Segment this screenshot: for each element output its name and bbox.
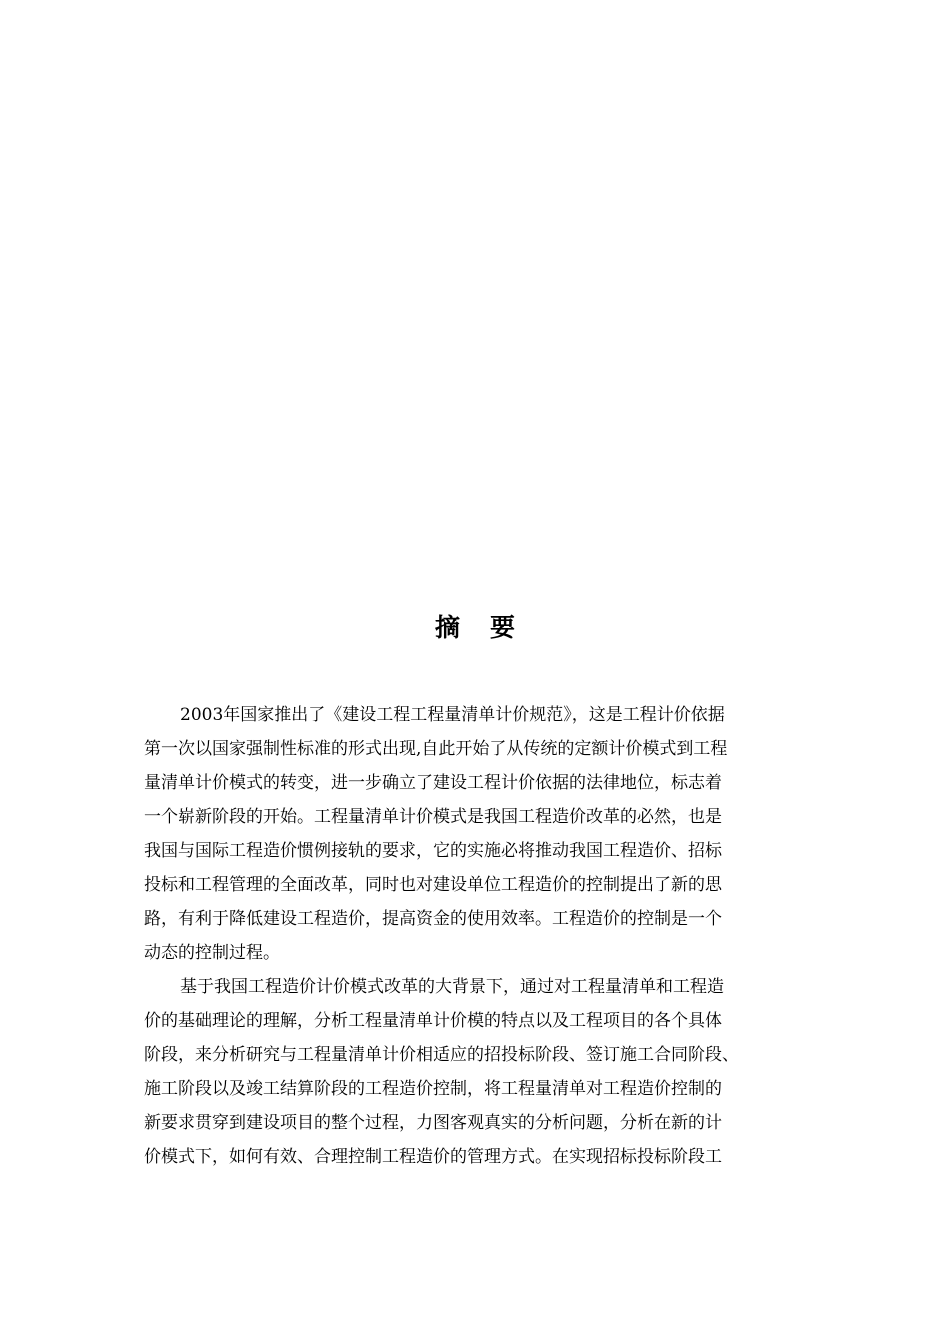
paragraph-2-line-5: 新要求贯穿到建设项目的整个过程，力图客观真实的分析问题，分析在新的计	[144, 1113, 722, 1133]
paragraph-2-line-3: 阶段，来分析研究与工程量清单计价相适应的招投标阶段、签订施工合同阶段、	[144, 1045, 739, 1065]
paragraph-1-line-8: 动态的控制过程。	[144, 943, 280, 963]
paragraph-1-line-7: 路，有利于降低建设工程造价，提高资金的使用效率。工程造价的控制是一个	[144, 909, 722, 929]
heading-char-2: 要	[490, 613, 516, 642]
paragraph-1-line-4: 一个崭新阶段的开始。工程量清单计价模式是我国工程造价改革的必然，也是	[144, 807, 722, 827]
paragraph-2-line-4: 施工阶段以及竣工结算阶段的工程造价控制，将工程量清单对工程造价控制的	[144, 1079, 722, 1099]
paragraph-2-line-2: 价的基础理论的理解，分析工程量清单计价模的特点以及工程项目的各个具体	[144, 1011, 722, 1031]
paragraph-1-line-3: 量清单计价模式的转变，进一步确立了建设工程计价依据的法律地位，标志着	[144, 773, 722, 793]
paragraph-2-line-6: 价模式下，如何有效、合理控制工程造价的管理方式。在实现招标投标阶段工	[144, 1147, 722, 1167]
paragraph-1-line-6: 投标和工程管理的全面改革，同时也对建设单位工程造价的控制提出了新的思	[144, 875, 722, 895]
abstract-heading	[0, 608, 950, 648]
paragraph-2-line-1: 基于我国工程造价计价模式改革的大背景下，通过对工程量清单和工程造	[180, 977, 724, 997]
abstract-body	[144, 698, 812, 1174]
heading-char-1: 摘	[434, 613, 460, 642]
paragraph-1-line-5: 我国与国际工程造价惯例接轨的要求，它的实施必将推动我国工程造价、招标	[144, 841, 722, 861]
paragraph-1-line-1: 2003年国家推出了《建设工程工程量清单计价规范》，这是工程计价依据	[180, 705, 725, 725]
paragraph-1-line-2: 第一次以国家强制性标准的形式出现,自此开始了从传统的定额计价模式到工程	[144, 739, 728, 759]
